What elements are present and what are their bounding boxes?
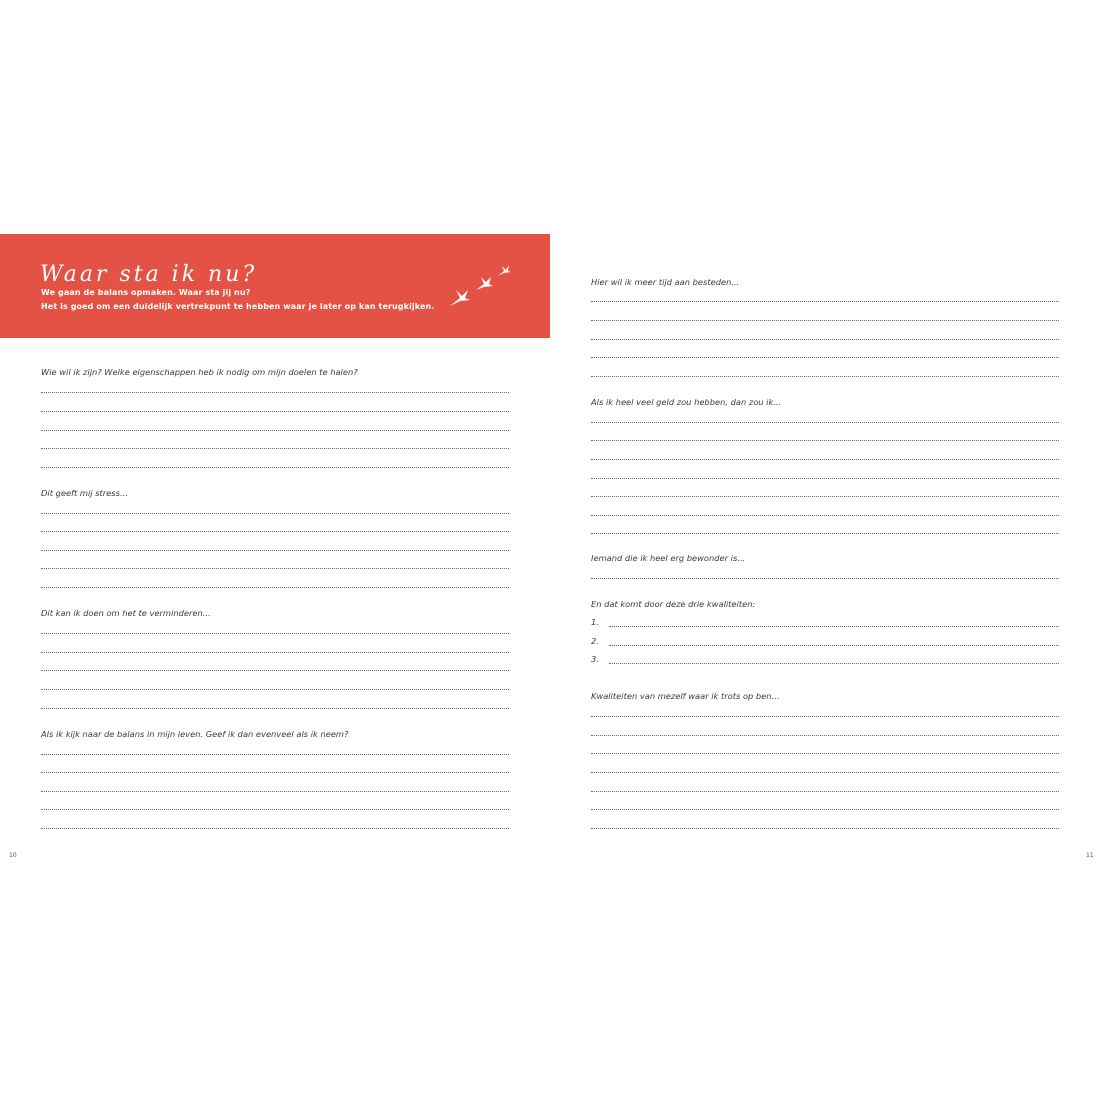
answer-line[interactable]: [591, 828, 1059, 829]
answer-line[interactable]: [609, 645, 1059, 646]
page-number-right: 11: [1086, 852, 1094, 859]
answer-line[interactable]: [41, 689, 509, 690]
answer-line[interactable]: [41, 513, 509, 514]
answer-line[interactable]: [591, 376, 1059, 377]
answer-line[interactable]: [591, 301, 1059, 302]
answer-line[interactable]: [41, 828, 509, 829]
answer-line[interactable]: [591, 791, 1059, 792]
page-title: Waar sta ik nu?: [40, 262, 258, 287]
question-label: Dit kan ik doen om het te verminderen...: [41, 608, 211, 618]
answer-line[interactable]: [591, 578, 1059, 579]
answer-line[interactable]: [591, 478, 1059, 479]
answer-line[interactable]: [41, 467, 509, 468]
list-number: 2.: [591, 636, 599, 646]
answer-line[interactable]: [41, 587, 509, 588]
answer-line[interactable]: [591, 440, 1059, 441]
answer-line[interactable]: [591, 339, 1059, 340]
question-label: Als ik heel veel geld zou hebben, dan zou ik...: [591, 397, 782, 407]
answer-line[interactable]: [609, 626, 1059, 627]
answer-line[interactable]: [591, 422, 1059, 423]
birds-icon: [446, 260, 514, 310]
question-label: Kwaliteiten van mezelf waar ik trots op ben...: [591, 691, 780, 701]
answer-line[interactable]: [591, 809, 1059, 810]
answer-line[interactable]: [41, 448, 509, 449]
answer-line[interactable]: [591, 772, 1059, 773]
answer-line[interactable]: [41, 550, 509, 551]
answer-line[interactable]: [41, 633, 509, 634]
subtitle-line-2: Het is goed om een duidelijk vertrekpunt te hebben waar je later op kan terugkijken.: [41, 302, 435, 311]
answer-line[interactable]: [591, 533, 1059, 534]
answer-line[interactable]: [41, 754, 509, 755]
answer-line[interactable]: [41, 531, 509, 532]
answer-line[interactable]: [41, 392, 509, 393]
subtitle-line-1: We gaan de balans opmaken. Waar sta jij nu?: [41, 288, 251, 297]
answer-line[interactable]: [591, 515, 1059, 516]
answer-line[interactable]: [591, 357, 1059, 358]
answer-line[interactable]: [591, 496, 1059, 497]
answer-line[interactable]: [591, 735, 1059, 736]
question-label: Wie wil ik zijn? Welke eigenschappen heb ik nodig om mijn doelen te halen?: [41, 367, 358, 377]
answer-line[interactable]: [41, 430, 509, 431]
answer-line[interactable]: [41, 411, 509, 412]
answer-line[interactable]: [41, 568, 509, 569]
answer-line[interactable]: [41, 791, 509, 792]
answer-line[interactable]: [591, 459, 1059, 460]
answer-line[interactable]: [591, 753, 1059, 754]
question-label: Iemand die ik heel erg bewonder is...: [591, 553, 746, 563]
answer-line[interactable]: [591, 716, 1059, 717]
answer-line[interactable]: [41, 772, 509, 773]
answer-line[interactable]: [41, 652, 509, 653]
question-label: En dat komt door deze drie kwaliteiten:: [591, 599, 756, 609]
question-label: Hier wil ik meer tijd aan besteden...: [591, 277, 740, 287]
list-number: 1.: [591, 617, 599, 627]
page-number-left: 10: [9, 852, 17, 859]
list-number: 3.: [591, 654, 599, 664]
answer-line[interactable]: [41, 670, 509, 671]
question-label: Dit geeft mij stress...: [41, 488, 128, 498]
answer-line[interactable]: [609, 663, 1059, 664]
answer-line[interactable]: [41, 708, 509, 709]
answer-line[interactable]: [591, 320, 1059, 321]
question-label: Als ik kijk naar de balans in mijn leven. Geef ik dan evenveel als ik neem?: [41, 729, 349, 739]
answer-line[interactable]: [41, 809, 509, 810]
